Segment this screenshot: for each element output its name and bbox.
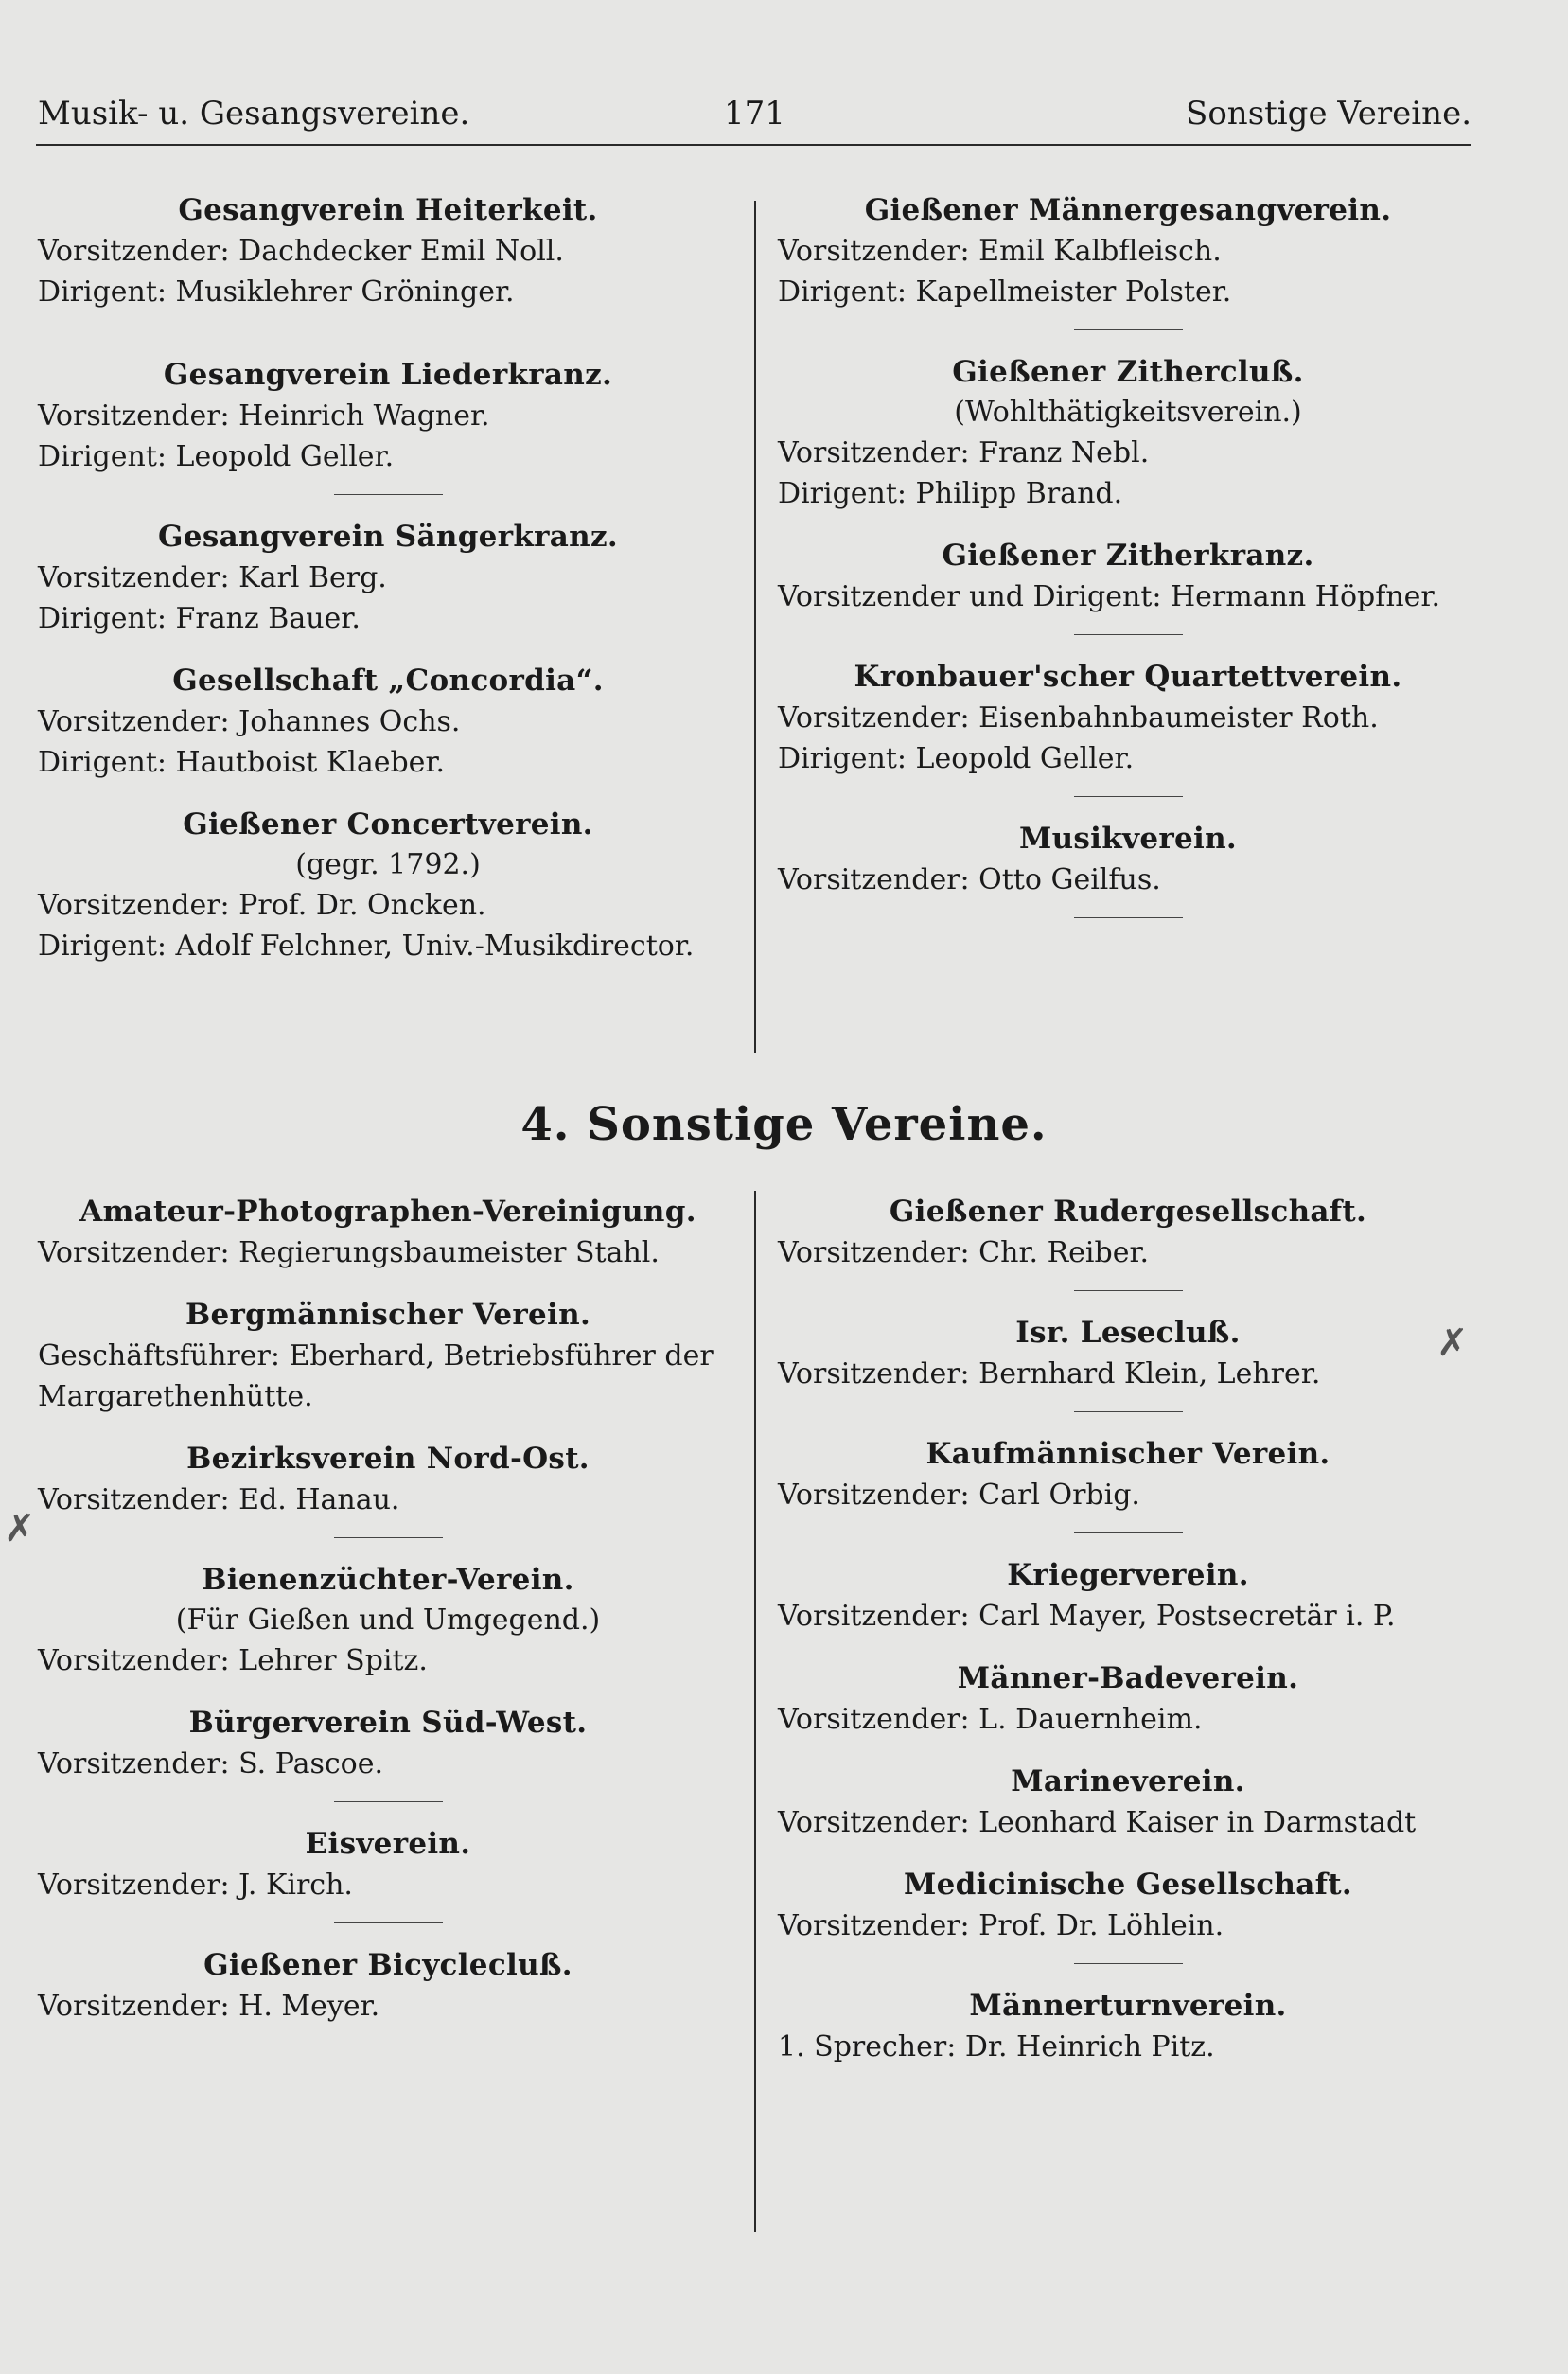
club-name: Medicinische Gesellschaft.	[904, 1868, 1352, 1902]
club-conductor: Dirigent: Musiklehrer Gröninger.	[38, 275, 515, 309]
entry-separator	[1074, 634, 1183, 635]
music-right-column	[778, 189, 1478, 939]
club-name: Bienenzüchter-Verein.	[202, 1563, 574, 1597]
club-name: Gießener Bicyclecluß.	[203, 1948, 573, 1982]
club-chair: Vorsitzender: Chr. Reiber.	[778, 1236, 1150, 1269]
section-heading: 4. Sonstige Vereine.	[520, 1098, 1048, 1151]
club-chair: Vorsitzender: L. Dauernheim.	[778, 1703, 1203, 1736]
club-conductor: Dirigent: Leopold Geller.	[778, 742, 1135, 775]
club-entry	[38, 1191, 738, 1273]
club-chair: Vorsitzender: Franz Nebl.	[778, 436, 1150, 469]
club-chair: Vorsitzender: Lehrer Spitz.	[38, 1644, 428, 1677]
entry-separator	[334, 494, 443, 495]
club-name: Gesangverein Sängerkranz.	[158, 520, 618, 554]
club-conductor: Dirigent: Adolf Felchner, Univ.-Musikdirector.	[38, 930, 695, 963]
entry-separator	[1074, 917, 1183, 918]
entry-separator	[1074, 1963, 1183, 1964]
club-manager: Geschäftsführer: Eberhard, Betriebsführer der Margarethenhütte.	[38, 1339, 714, 1413]
club-name: Männer-Badeverein.	[957, 1661, 1299, 1695]
club-entry	[778, 656, 1478, 779]
club-chair: Vorsitzender: Bernhard Klein, Lehrer.	[778, 1357, 1321, 1391]
club-name: Gesellschaft „Concordia“.	[172, 664, 604, 698]
club-chair: Vorsitzender: Emil Kalbfleisch.	[778, 235, 1222, 268]
club-name: Eisverein.	[305, 1827, 471, 1861]
club-note: (Für Gießen und Umgegend.)	[175, 1603, 601, 1637]
club-entry	[778, 1191, 1478, 1273]
club-name: Gießener Concertverein.	[183, 807, 593, 842]
club-conductor: Dirigent: Hautboist Klaeber.	[38, 746, 446, 779]
club-note: (Wohlthätigkeitsverein.)	[954, 396, 1302, 429]
club-chair: Vorsitzender: Johannes Ochs.	[38, 705, 461, 738]
club-entry	[38, 660, 738, 783]
club-conductor: Dirigent: Philipp Brand.	[778, 477, 1123, 510]
club-entry	[38, 804, 738, 966]
club-entry	[778, 818, 1478, 900]
club-name: Kaufmännischer Verein.	[925, 1437, 1330, 1471]
club-conductor: Dirigent: Leopold Geller.	[38, 440, 395, 473]
club-entry	[38, 1559, 738, 1681]
club-name: Gießener Rudergesellschaft.	[889, 1195, 1367, 1229]
entry-separator	[334, 1537, 443, 1538]
club-entry	[778, 1312, 1478, 1394]
club-name: Gießener Zithercluß.	[952, 355, 1304, 389]
club-name: Gesangverein Heiterkeit.	[178, 193, 598, 227]
club-chair: Vorsitzender: Prof. Dr. Oncken.	[38, 889, 486, 922]
club-entry	[38, 189, 738, 312]
entry-separator	[1074, 1532, 1183, 1533]
club-name: Kriegerverein.	[1007, 1558, 1249, 1592]
club-entry	[778, 189, 1478, 312]
club-chair: Vorsitzender: H. Meyer.	[38, 1990, 380, 2023]
other-left-column	[38, 1191, 738, 2027]
column-divider-top	[754, 201, 756, 1053]
club-name: Musikverein.	[1018, 822, 1238, 856]
club-entry	[38, 516, 738, 639]
club-conductor: Dirigent: Kapellmeister Polster.	[778, 275, 1232, 309]
club-entry	[778, 1554, 1478, 1637]
club-name: Isr. Lesecluß.	[1015, 1316, 1241, 1350]
club-name: Gießener Männergesangverein.	[864, 193, 1392, 227]
club-chair: Vorsitzender: Karl Berg.	[38, 561, 387, 594]
entry-separator	[1074, 1411, 1183, 1412]
club-founding-note: (gegr. 1792.)	[295, 848, 481, 881]
club-entry	[778, 1864, 1478, 1946]
entry-separator	[334, 1922, 443, 1923]
running-header	[38, 95, 1471, 138]
club-chair: Vorsitzender: Heinrich Wagner.	[38, 399, 490, 433]
entry-separator	[334, 1801, 443, 1802]
entry-separator	[1074, 796, 1183, 797]
column-divider-bottom	[754, 1191, 756, 2232]
club-chair: Vorsitzender: Carl Mayer, Postsecretär i. P.	[778, 1600, 1396, 1633]
header-right-title: Sonstige Vereine.	[1186, 95, 1471, 133]
club-chair: Vorsitzender: Otto Geilfus.	[778, 863, 1161, 896]
club-chair: Vorsitzender und Dirigent: Hermann Höpfner.	[778, 580, 1440, 613]
club-entry	[778, 351, 1478, 514]
entry-separator	[1074, 329, 1183, 330]
club-name: Gießener Zitherkranz.	[942, 539, 1314, 573]
club-entry	[778, 535, 1478, 617]
club-chair: Vorsitzender: Prof. Dr. Löhlein.	[778, 1909, 1224, 1942]
club-chair: Vorsitzender: J. Kirch.	[38, 1869, 353, 1902]
club-chair: Vorsitzender: Regierungsbaumeister Stahl.	[38, 1236, 660, 1269]
music-left-column	[38, 189, 738, 966]
club-entry	[38, 1944, 738, 2027]
club-entry	[778, 1985, 1478, 2067]
club-name: Bürgerverein Süd-West.	[188, 1706, 588, 1740]
club-entry	[38, 1438, 738, 1520]
club-chair: Vorsitzender: Dachdecker Emil Noll.	[38, 235, 564, 268]
club-chair: Vorsitzender: Eisenbahnbaumeister Roth.	[778, 701, 1379, 735]
club-entry	[778, 1657, 1478, 1740]
header-left-title: Musik- u. Gesangsvereine.	[38, 95, 470, 133]
club-entry	[38, 1294, 738, 1417]
club-chair: Vorsitzender: S. Pascoe.	[38, 1747, 384, 1780]
club-name: Gesangverein Liederkranz.	[163, 358, 613, 392]
club-entry	[778, 1433, 1478, 1515]
page-number: 171	[724, 95, 785, 133]
club-chair: Vorsitzender: Ed. Hanau.	[38, 1483, 400, 1516]
club-name: Männerturnverein.	[969, 1989, 1287, 2023]
club-name: Marineverein.	[1011, 1764, 1245, 1798]
club-spokesman: 1. Sprecher: Dr. Heinrich Pitz.	[778, 2030, 1215, 2064]
club-entry	[38, 1823, 738, 1905]
club-entry	[38, 1702, 738, 1784]
entry-separator	[1074, 1290, 1183, 1291]
club-entry	[38, 354, 738, 477]
pencil-check-mark: ✗	[4, 1507, 36, 1550]
pencil-check-mark: ✗	[1436, 1321, 1469, 1365]
club-entry	[778, 1761, 1478, 1843]
club-chair: Vorsitzender: Leonhard Kaiser in Darmstadt	[778, 1806, 1417, 1839]
club-conductor: Dirigent: Franz Bauer.	[38, 602, 361, 635]
club-name: Amateur-Photographen-Vereinigung.	[79, 1195, 696, 1229]
club-name: Kronbauer'scher Quartettverein.	[854, 660, 1402, 694]
club-chair: Vorsitzender: Carl Orbig.	[778, 1479, 1140, 1512]
other-right-column	[778, 1191, 1478, 2067]
club-name: Bezirksverein Nord-Ost.	[186, 1442, 590, 1476]
header-rule	[36, 144, 1471, 146]
club-name: Bergmännischer Verein.	[185, 1298, 591, 1332]
